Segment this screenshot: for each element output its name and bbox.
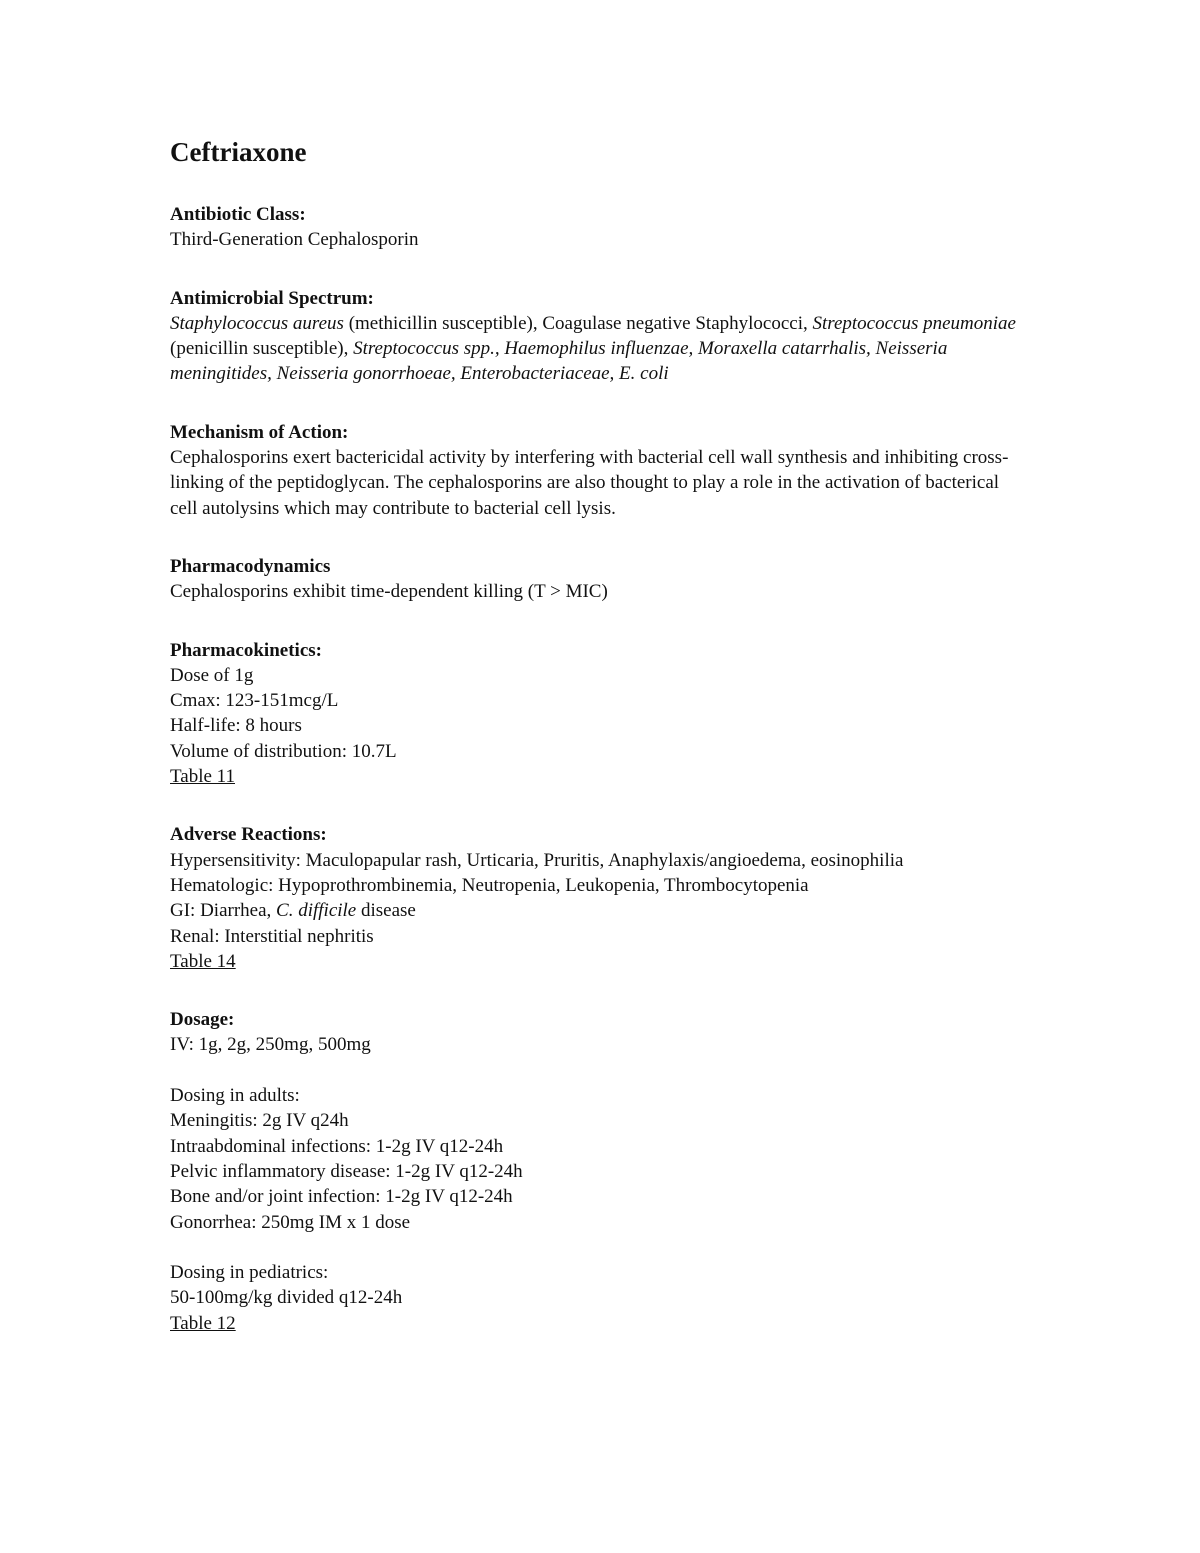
adverse-hematologic: Hematologic: Hypoprothrombinemia, Neutropenia, Leukopenia, Thrombocytopenia: [170, 874, 809, 896]
table-14-link[interactable]: Table 14: [170, 950, 236, 972]
section-pharmacokinetics: [170, 638, 1050, 790]
section-antibiotic-class: [170, 202, 1050, 253]
pharmacodynamics-heading: Pharmacodynamics: [170, 555, 331, 577]
adverse-gi-prefix: GI: Diarrhea,: [170, 900, 277, 922]
adverse-hypersensitivity: Hypersensitivity: Maculopapular rash, Urticaria, Pruritis, Anaphylaxis/angioedema, eosinophilia: [170, 849, 904, 871]
pk-line: Volume of distribution: 10.7L: [170, 740, 397, 762]
table-12-link[interactable]: Table 12: [170, 1312, 236, 1334]
dosage-heading: Dosage:: [170, 1009, 235, 1031]
pk-line: Dose of 1g: [170, 664, 254, 686]
mechanism-heading: Mechanism of Action:: [170, 421, 349, 443]
dosing-peds-value: 50-100mg/kg divided q12-24h: [170, 1287, 403, 1309]
dosing-adults-item: Bone and/or joint infection: 1-2g IV q12-24h: [170, 1186, 513, 1208]
section-pharmacodynamics: [170, 554, 1050, 605]
document-page: [170, 136, 1050, 1336]
spectrum-note-1: (methicillin susceptible), Coagulase negative Staphylococci,: [343, 312, 813, 334]
dosing-adults-item: Intraabdominal infections: 1-2g IV q12-24h: [170, 1135, 504, 1157]
section-adverse-reactions: [170, 822, 1050, 974]
spectrum-organism-list: Streptococcus spp., Haemophilus influenzae, Moraxella catarrhalis, Neisseria meningitides, Neisseria gonorrhoeae, Enterobacteriaceae, E. coli: [170, 338, 948, 385]
dosing-adults-item: Meningitis: 2g IV q24h: [170, 1110, 349, 1132]
dosage-iv: IV: 1g, 2g, 250mg, 500mg: [170, 1034, 371, 1056]
adverse-gi: [170, 898, 1050, 923]
adverse-heading: Adverse Reactions:: [170, 824, 327, 846]
spectrum-text: [170, 311, 1030, 387]
spectrum-note-2: (penicillin susceptible),: [170, 338, 354, 360]
pk-line: Cmax: 123-151mcg/L: [170, 690, 339, 712]
spectrum-heading: Antimicrobial Spectrum:: [170, 287, 374, 309]
section-dosage: [170, 1007, 1050, 1336]
dosing-adults-item: Pelvic inflammatory disease: 1-2g IV q12-24h: [170, 1160, 523, 1182]
pharmacokinetics-heading: Pharmacokinetics:: [170, 639, 322, 661]
adverse-gi-organism: C. difficile: [276, 900, 357, 922]
dosing-peds-heading: Dosing in pediatrics:: [170, 1262, 329, 1284]
pharmacodynamics-text: Cephalosporins exhibit time-dependent killing (T > MIC): [170, 581, 608, 603]
section-mechanism: [170, 420, 1050, 521]
adverse-gi-suffix: disease: [356, 900, 416, 922]
adverse-renal: Renal: Interstitial nephritis: [170, 925, 374, 947]
mechanism-text: Cephalosporins exert bactericidal activity by interfering with bacterial cell wall synthesis and inhibiting cross-linking of the peptidoglycan. The cephalosporins are also thought to play a role in the activation of bacterical cell autolysins which may contribute to bacterial cell lysis.: [170, 447, 1009, 519]
antibiotic-class-value: Third-Generation Cephalosporin: [170, 229, 419, 251]
table-11-link[interactable]: Table 11: [170, 766, 235, 788]
pk-line: Half-life: 8 hours: [170, 715, 302, 737]
dosing-adults-heading: Dosing in adults:: [170, 1085, 300, 1107]
section-spectrum: [170, 286, 1050, 387]
antibiotic-class-heading: Antibiotic Class:: [170, 204, 306, 225]
document-title: Ceftriaxone: [170, 137, 307, 167]
spectrum-organism-1: Staphylococcus aureus: [170, 312, 344, 334]
spectrum-organism-2: Streptococcus pneumoniae: [812, 312, 1016, 334]
dosing-adults-item: Gonorrhea: 250mg IM x 1 dose: [170, 1211, 411, 1233]
